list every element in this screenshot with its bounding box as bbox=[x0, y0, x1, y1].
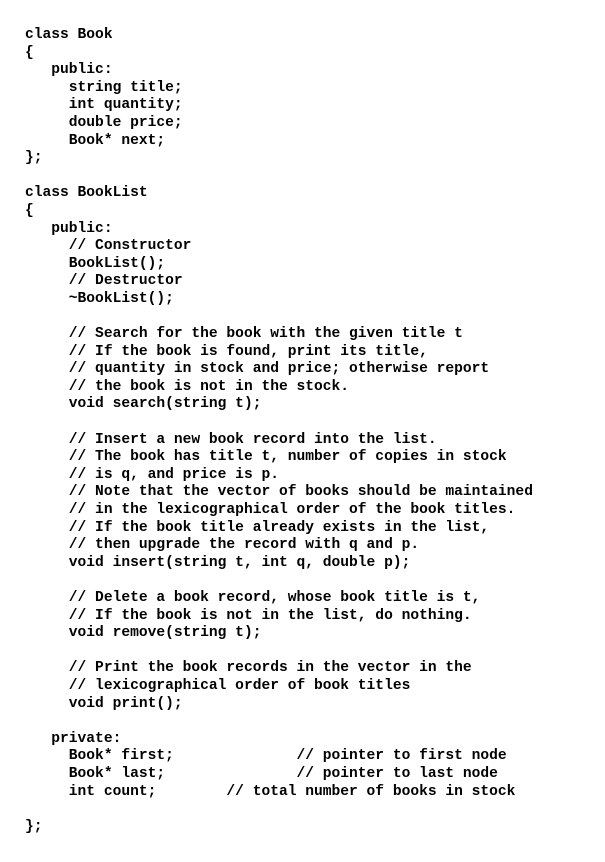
code-line bbox=[25, 168, 533, 186]
code-line: // Destructor bbox=[25, 273, 183, 290]
code-line bbox=[25, 643, 533, 661]
code-line: Book* first; // pointer to first node bbox=[25, 748, 507, 765]
code-line: // Print the book records in the vector in the bbox=[25, 660, 472, 677]
code-line: void search(string t); bbox=[25, 396, 262, 413]
code-line: Book* last; // pointer to last node bbox=[25, 765, 498, 782]
code-line bbox=[25, 309, 533, 327]
code-line: { bbox=[25, 202, 34, 219]
code-line: { bbox=[25, 44, 34, 61]
code-line bbox=[25, 713, 533, 731]
code-line: class Book bbox=[25, 27, 113, 43]
code-line: private: bbox=[25, 730, 122, 747]
code-line: void insert(string t, int q, double p); bbox=[25, 554, 411, 571]
code-line: }; bbox=[25, 150, 43, 167]
code-listing bbox=[25, 27, 533, 836]
code-line: // The book has title t, number of copies in stock bbox=[25, 449, 507, 466]
code-line: // quantity in stock and price; otherwise report bbox=[25, 361, 490, 378]
code-line bbox=[25, 414, 533, 432]
code-line: Book* next; bbox=[25, 132, 166, 149]
code-line: // If the book is found, print its title, bbox=[25, 343, 428, 360]
code-line: }; bbox=[25, 818, 43, 835]
code-line: public: bbox=[25, 62, 113, 79]
code-line: // then upgrade the record with q and p. bbox=[25, 537, 420, 554]
code-line: // If the book is not in the list, do nothing. bbox=[25, 607, 472, 624]
code-line: public: bbox=[25, 220, 113, 237]
code-line: // Constructor bbox=[25, 238, 192, 255]
code-line: // If the book title already exists in the list, bbox=[25, 519, 490, 536]
code-line: string title; bbox=[25, 79, 183, 96]
code-line: void remove(string t); bbox=[25, 625, 262, 642]
code-line: ~BookList(); bbox=[25, 290, 174, 307]
code-line bbox=[25, 572, 533, 590]
code-line: int quantity; bbox=[25, 97, 183, 114]
code-line: // is q, and price is p. bbox=[25, 466, 279, 483]
code-line: // Insert a new book record into the list. bbox=[25, 431, 437, 448]
code-line: // lexicographical order of book titles bbox=[25, 677, 411, 694]
code-line: BookList(); bbox=[25, 255, 166, 272]
code-line bbox=[25, 801, 533, 819]
code-line: double price; bbox=[25, 114, 183, 131]
code-line: // in the lexicographical order of the book titles. bbox=[25, 502, 516, 519]
code-line: // Delete a book record, whose book title is t, bbox=[25, 590, 481, 606]
code-line: void print(); bbox=[25, 695, 183, 712]
code-line: class BookList bbox=[25, 185, 148, 202]
code-line: // Note that the vector of books should be maintained bbox=[25, 484, 533, 501]
code-line: // the book is not in the stock. bbox=[25, 378, 350, 395]
code-line: int count; // total number of books in stock bbox=[25, 783, 516, 800]
code-line: // Search for the book with the given title t bbox=[25, 326, 463, 343]
